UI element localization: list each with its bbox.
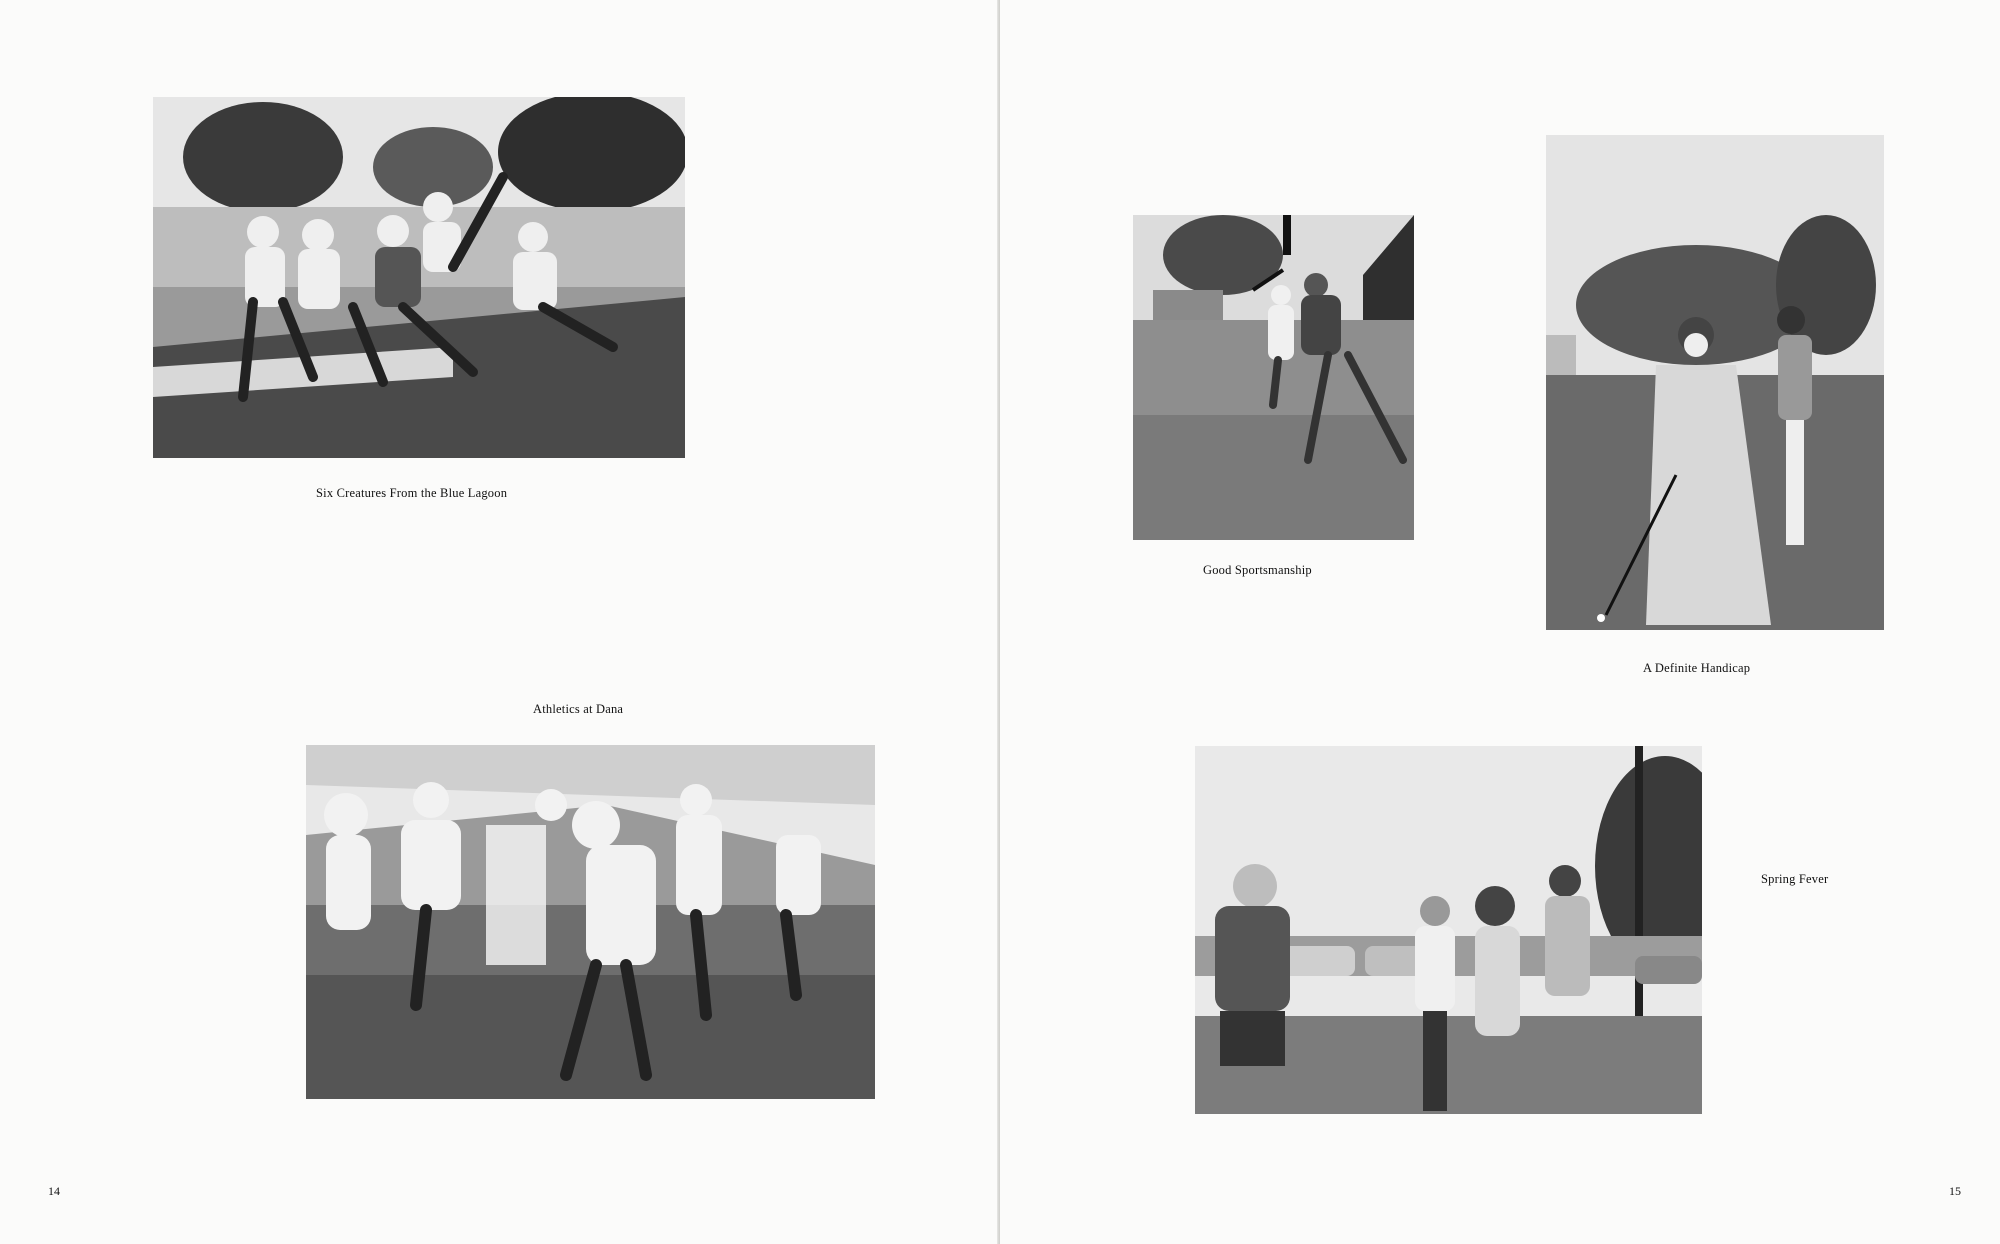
page-number-right: 15 xyxy=(1949,1184,1961,1198)
photo-definite-handicap xyxy=(1546,135,1884,630)
caption-definite-handicap: A Definite Handicap xyxy=(1643,661,1751,675)
photo-spring-fever xyxy=(1195,746,1702,1114)
photo-food-fight xyxy=(306,745,875,1099)
photo-good-sportsmanship xyxy=(1133,215,1414,540)
caption-good-sportsmanship: Good Sportsmanship xyxy=(1203,563,1312,577)
section-title: Athletics at Dana xyxy=(533,702,624,716)
photo-six-creatures xyxy=(153,97,685,458)
caption-six-creatures: Six Creatures From the Blue Lagoon xyxy=(316,486,508,500)
left-page xyxy=(0,0,998,1244)
caption-spring-fever: Spring Fever xyxy=(1761,872,1829,886)
page-number-left: 14 xyxy=(48,1184,60,1198)
right-page xyxy=(1000,0,2000,1244)
